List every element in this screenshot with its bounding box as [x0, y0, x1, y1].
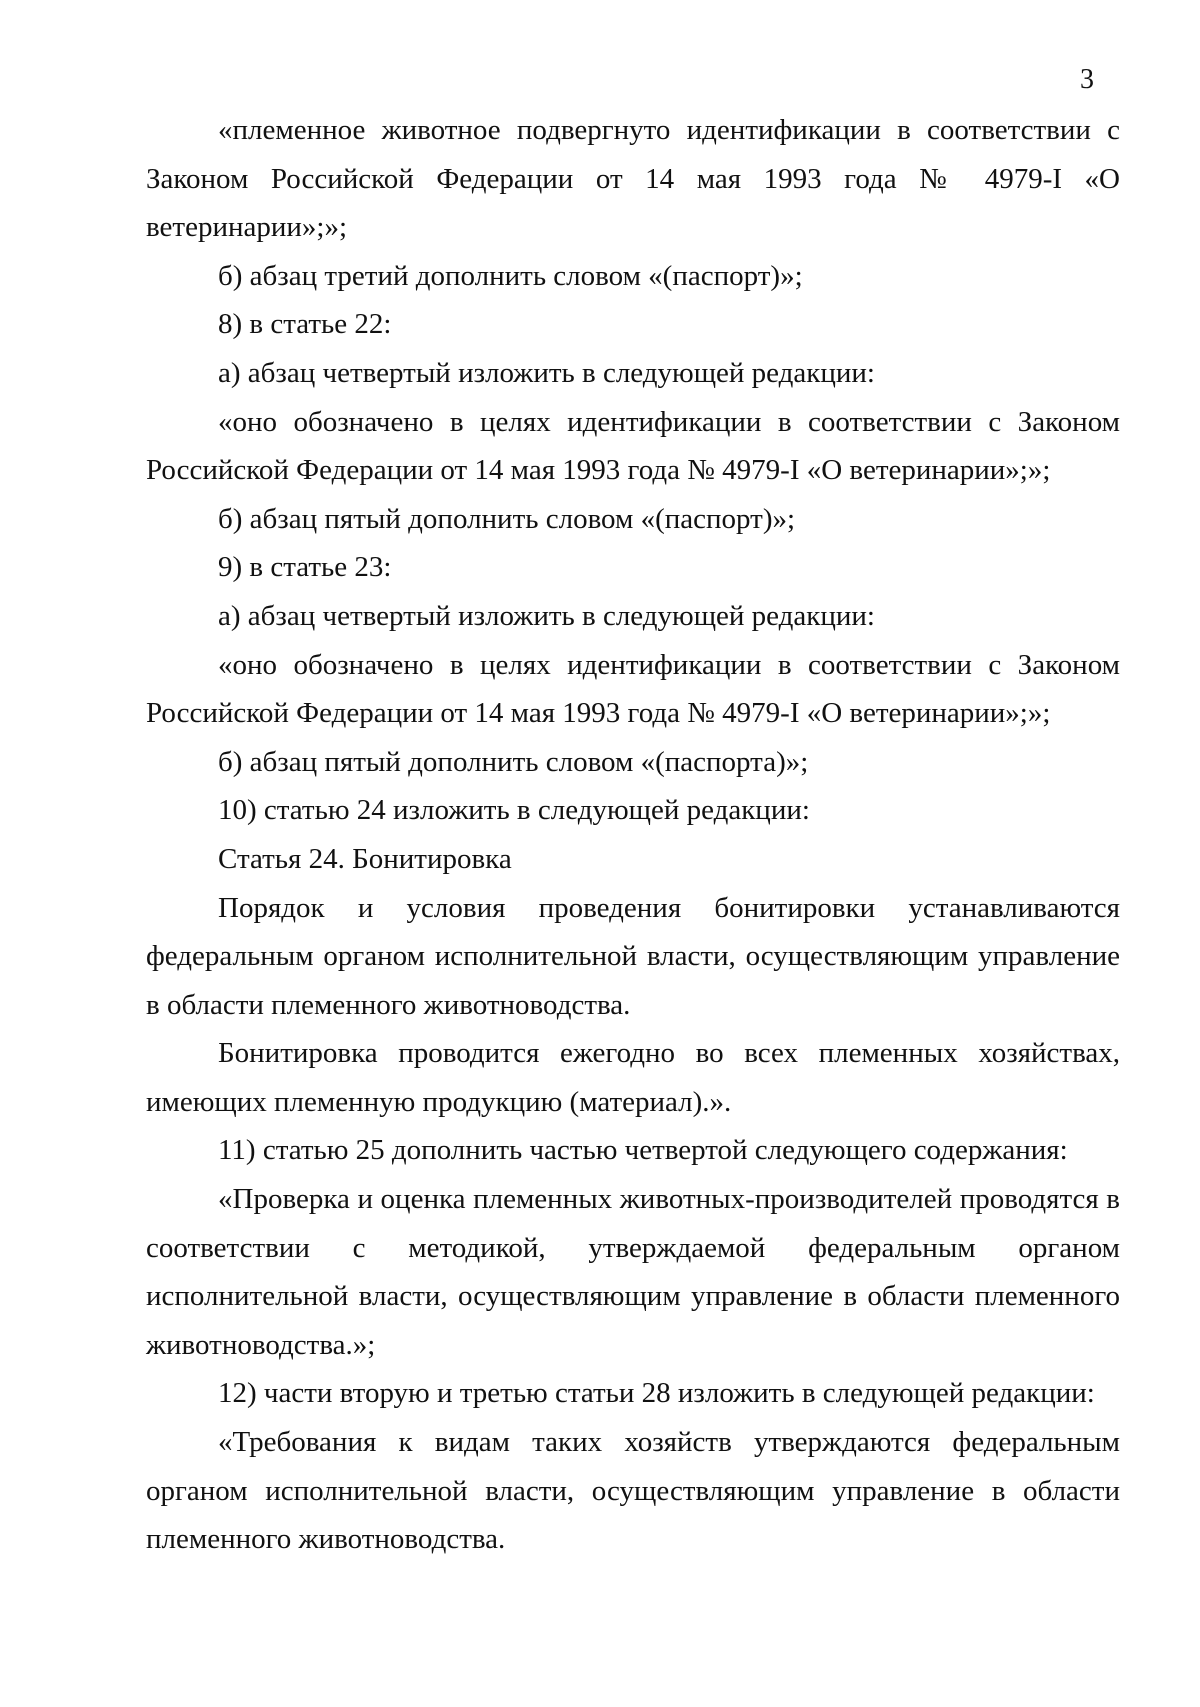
paragraph-item-a-22: а) абзац четвертый изложить в следующей редакции: — [218, 356, 875, 389]
paragraph-quote-28: «Требования к видам таких хозяйств утверждаются федеральным органом исполнительной власти, осуществляющим управление в области племенного животноводства. — [146, 1426, 1120, 1556]
page-number: 3 — [1080, 64, 1094, 95]
article-24-heading: Статья 24. Бонитировка — [218, 842, 512, 875]
paragraph-item-8: 8) в статье 22: — [218, 308, 392, 341]
paragraph-item-10: 10) статью 24 изложить в следующей редакции: — [218, 794, 810, 827]
paragraph-quote-identification: «племенное животное подвергнуто идентификации в соответствии с Законом Российской Федерации от 14 мая 1993 года № 4979-I «О ветеринарии»;»; — [146, 114, 1120, 244]
paragraph-item-a-23: а) абзац четвертый изложить в следующей редакции: — [218, 599, 875, 632]
paragraph-quote-22: «оно обозначено в целях идентификации в соответствии с Законом Российской Федерации от 14 мая 1993 года № 4979-I «О ветеринарии»;»; — [146, 405, 1120, 487]
paragraph-item-11: 11) статью 25 дополнить частью четвертой следующего содержания: — [218, 1134, 1068, 1167]
paragraph-article-24-part-1: Порядок и условия проведения бонитировки устанавливаются федеральным органом исполнительной власти, осуществляющим управление в области племенного животноводства. — [146, 891, 1120, 1021]
paragraph-item-12: 12) части вторую и третью статьи 28 изложить в следующей редакции: — [218, 1377, 1095, 1410]
paragraph-item-b-22: б) абзац пятый дополнить словом «(паспорт)»; — [218, 502, 796, 535]
paragraph-quote-23: «оно обозначено в целях идентификации в соответствии с Законом Российской Федерации от 14 мая 1993 года № 4979-I «О ветеринарии»;»; — [146, 648, 1120, 730]
paragraph-item-9: 9) в статье 23: — [218, 551, 392, 584]
paragraph-item-b-23: б) абзац пятый дополнить словом «(паспорта)»; — [218, 745, 809, 778]
paragraph-quote-25: «Проверка и оценка племенных животных-производителей проводятся в соответствии с методикой, утверждаемой федеральным органом исполнительной власти, осуществляющим управление в области племенного животноводства.»; — [146, 1183, 1120, 1361]
document-body — [146, 106, 1120, 1564]
paragraph-article-24-part-2: Бонитировка проводится ежегодно во всех племенных хозяйствах, имеющих племенную продукцию (материал).». — [146, 1037, 1120, 1118]
paragraph-item-b-passport: б) абзац третий дополнить словом «(паспорт)»; — [218, 259, 803, 292]
